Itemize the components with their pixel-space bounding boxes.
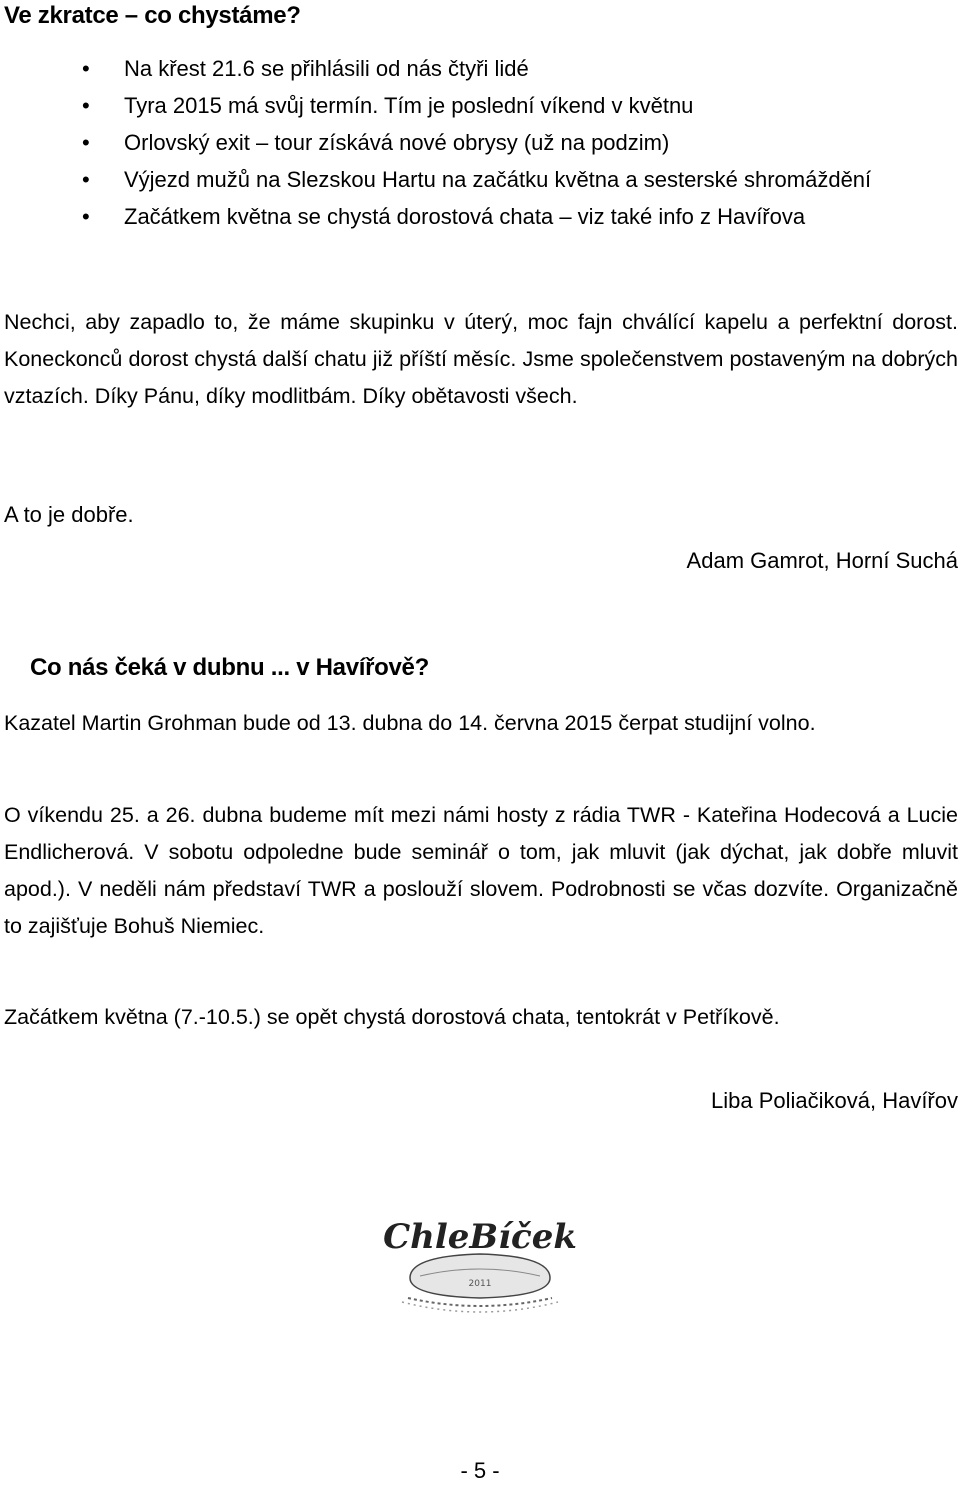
paragraph-twr-visit: O víkendu 25. a 26. dubna budeme mít mezi námi hosty z rádia TWR - Kateřina Hodecová a Lucie Endlicherová. V sobotu odpoledne bude seminář o tom, jak mluvit (jak dýchat, jak dobře mluvit apod.). V neděli nám představí TWR a poslouží slovem. Podrobnosti se včas dozvíte. Organizačně to zajišťuje Bohuš Niemiec. bbox=[4, 803, 958, 938]
paragraph-kazatel: Kazatel Martin Grohman bude od 13. dubna do 14. června 2015 čerpat studijní volno. bbox=[4, 711, 816, 735]
list-item: • Začátkem května se chystá dorostová chata – viz také info z Havířova bbox=[0, 198, 960, 235]
logo-wordmark: ChleBíček bbox=[383, 1217, 577, 1257]
list-item: • Orlovský exit – tour získává nové obrysy (už na podzim) bbox=[0, 124, 960, 161]
list-item: • Na křest 21.6 se přihlásili od nás čtyři lidé bbox=[0, 50, 960, 87]
author-signature: Liba Poliačiková, Havířov bbox=[710, 1088, 958, 1113]
author-signature: Adam Gamrot, Horní Suchá bbox=[686, 548, 958, 573]
list-item: • Tyra 2015 má svůj termín. Tím je poslední víkend v květnu bbox=[0, 87, 960, 124]
news-bullet-list bbox=[0, 50, 960, 235]
closing-line: A to je dobře. bbox=[4, 502, 134, 527]
chlebicek-logo bbox=[380, 1190, 580, 1330]
section-heading: Co nás čeká v dubnu ... v Havířově? bbox=[30, 654, 429, 681]
section-heading: Ve zkratce – co chystáme? bbox=[4, 2, 301, 29]
paragraph-chata: Začátkem května (7.-10.5.) se opět chystá dorostová chata, tentokrát v Petříkově. bbox=[4, 1005, 780, 1029]
list-item: • Výjezd mužů na Slezskou Hartu na začátku května a sesterské shromáždění bbox=[0, 161, 960, 198]
logo-year: 2011 bbox=[468, 1279, 492, 1289]
paragraph-skupinka: Nechci, aby zapadlo to, že máme skupinku v úterý, moc fajn chválící kapelu a perfektní dorost. Koneckonců dorost chystá další chatu již příští měsíc. Jsme společenstvem postaveným na dobrých vztazích. Díky Pánu, díky modlitbám. Díky obětavosti všech. bbox=[4, 310, 958, 408]
page-number: - 5 - bbox=[460, 1458, 500, 1483]
